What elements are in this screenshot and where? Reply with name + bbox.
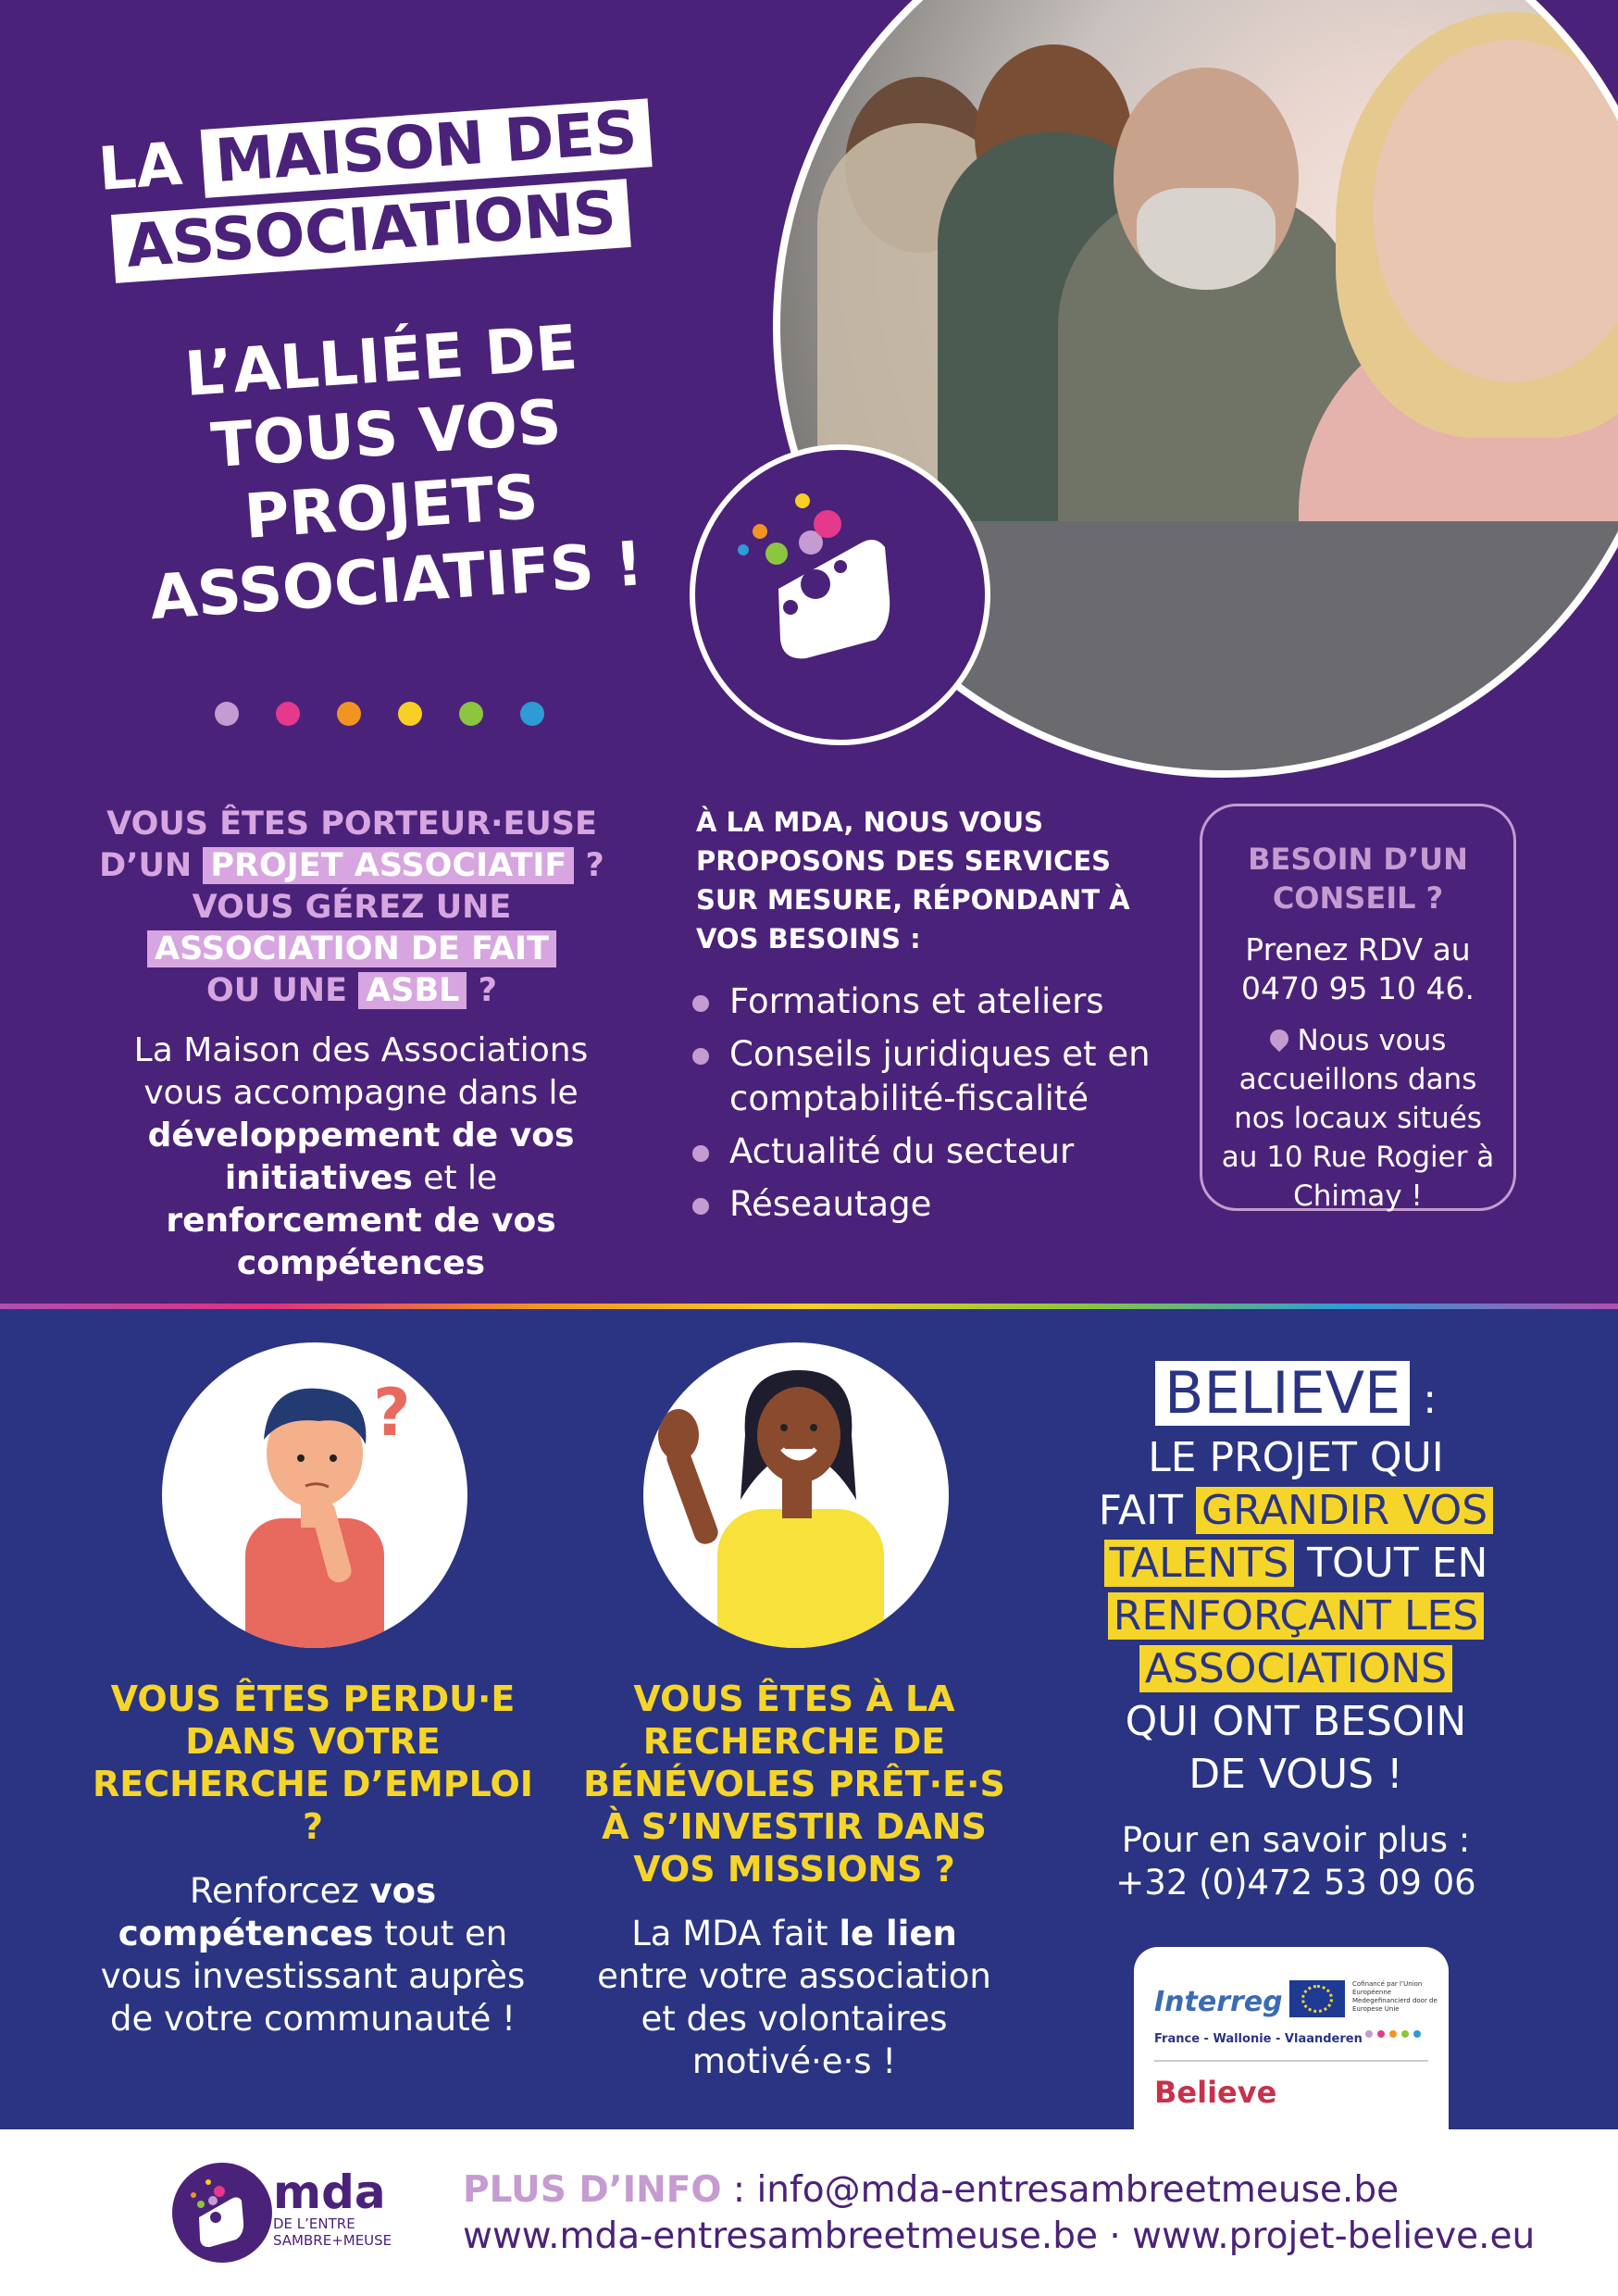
dot [520, 702, 544, 726]
mda-logo-icon [171, 2162, 273, 2264]
waving-woman-illustration [643, 1342, 949, 1648]
services-heading: À LA MDA, NOUS VOUS PROPOSONS DES SERVICES SUR MESURE, RÉPONDANT À VOS BESOINS : [696, 806, 1130, 955]
phone-link[interactable]: +32 (0)472 53 09 06 [1115, 1863, 1476, 1903]
volunteers-heading: VOUS ÊTES À LA RECHERCHE DE BÉNÉVOLES PRÊT·E·S À S’INVESTIR DANS VOS MISSIONS ? [583, 1678, 1005, 1890]
list-item: Conseils juridiques et en comptabilité-fiscalité [692, 1032, 1174, 1121]
location-pin-icon [1265, 1026, 1291, 1052]
confused-person-illustration [162, 1342, 467, 1648]
footer-websites[interactable]: www.mda-entresambreetmeuse.be · www.projet-believe.eu [463, 2215, 1536, 2257]
svg-text:?: ? [373, 1375, 411, 1451]
dot [215, 702, 239, 726]
conseil-heading: BESOIN D’UN CONSEIL ? [1248, 842, 1468, 916]
intro-heading: VOUS ÊTES PORTEUR·EUSE D’UN PROJET ASSOCIATIF ? VOUS GÉREZ UNE ASSOCIATION DE FAIT OU UNE ASBL ? [99, 805, 604, 1009]
list-item: Réseautage [692, 1182, 1174, 1227]
list-item: Formations et ateliers [692, 980, 1174, 1024]
conseil-address: Nous vous accueillons dans nos locaux situés au 10 Rue Rogier à Chimay ! [1221, 1024, 1495, 1213]
dot [276, 702, 300, 726]
services-list [692, 980, 1174, 1235]
conseil-box [1200, 804, 1516, 1211]
title-line-1: LA MAISON DES [96, 98, 653, 205]
title-line-2: ASSOCIATIONS [111, 179, 631, 283]
interreg-logo: Interreg Cofinancé par l’Union Européenne Medegefinancierd door de Europese Unie France - Wallonie - Vlaanderen Believe [1134, 1947, 1449, 2129]
email-link[interactable]: info@mda-entresambreetmeuse.be [756, 2169, 1400, 2211]
dot [459, 702, 483, 726]
job-body: Renforcez vos compétences tout en vous investissant auprès de votre communauté ! [100, 1871, 526, 2039]
dot [337, 702, 361, 726]
job-heading: VOUS ÊTES PERDU·E DANS VOTRE RECHERCHE D’EMPLOI ? [93, 1678, 533, 1847]
volunteers-body: La MDA fait le lien entre votre association et des volontaires motivé·e·s ! [597, 1914, 991, 2081]
conseil-phone: Prenez RDV au 0470 95 10 46. [1241, 931, 1475, 1006]
believe-contact: Pour en savoir plus : +32 (0)472 53 09 06 [1064, 1819, 1527, 1904]
footer-info: PLUS D’INFO : info@mda-entresambreetmeuse.be [463, 2169, 1400, 2211]
mda-logo-subtitle: DE L’ENTRE SAMBRE+MEUSE [273, 2215, 392, 2249]
intro-body: La Maison des Associations vous accompagne dans le développement de vos initiatives et le renforcement de vos compétences [133, 1031, 589, 1282]
mda-symbol-icon [690, 444, 990, 745]
mda-logo-name: mda [273, 2165, 386, 2219]
believe-brand: BELIEVE [1155, 1361, 1410, 1426]
color-dots [215, 702, 544, 726]
slogan: L’ALLIÉE DE TOUS VOS PROJETS ASSOCIATIFS ! [147, 311, 646, 633]
list-item: Actualité du secteur [692, 1129, 1174, 1174]
dot [398, 702, 422, 726]
believe-pitch: BELIEVE : LE PROJET QUI FAIT GRANDIR VOS TALENTS TOUT EN RENFORÇANT LES ASSOCIATIONS QUI ONT BESOIN DE VOUS ! [1064, 1361, 1527, 1801]
